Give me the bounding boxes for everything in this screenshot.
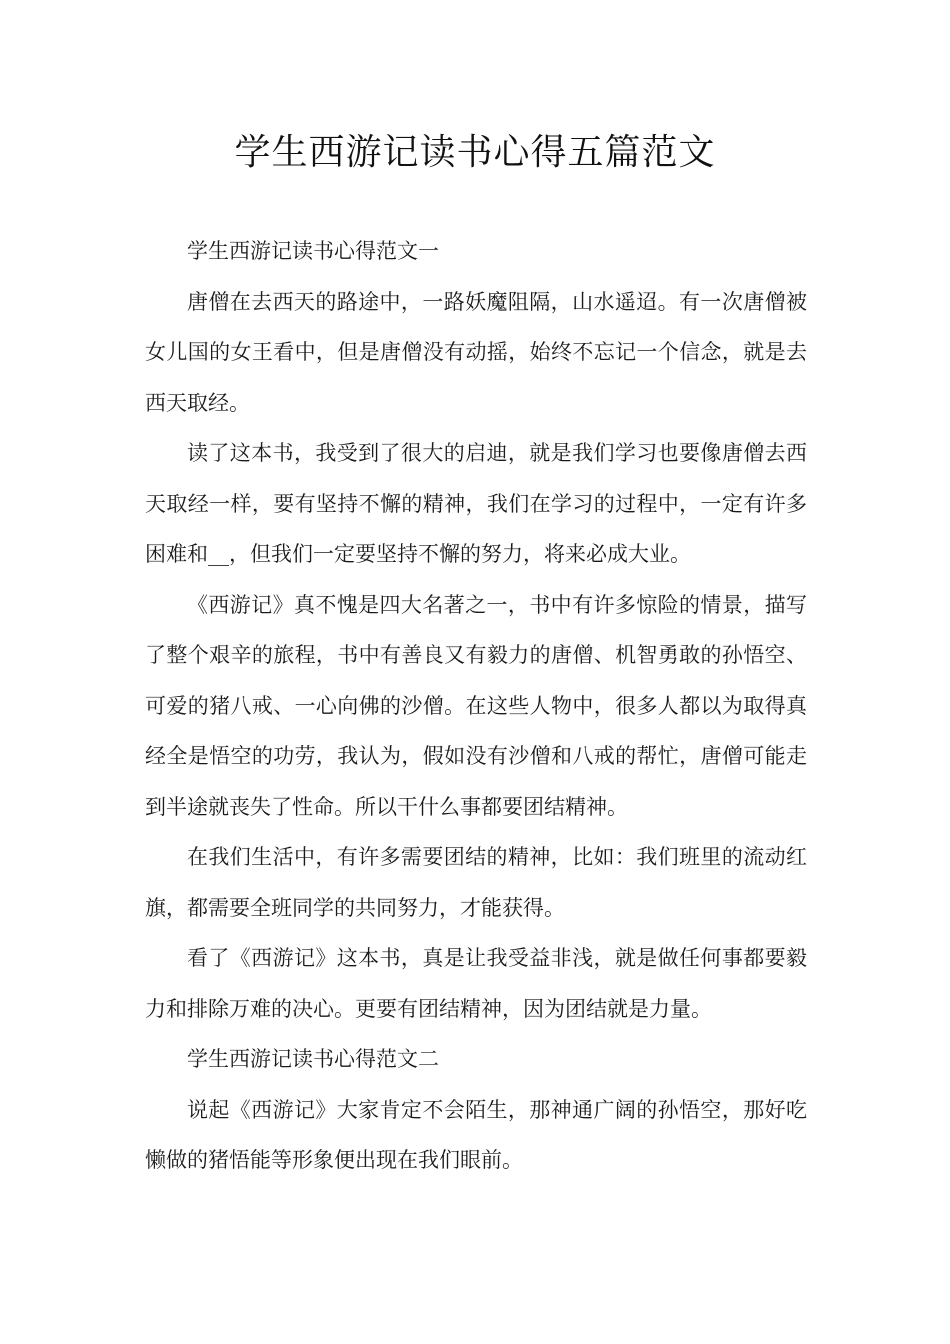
- paragraph: 唐僧在去西天的路途中，一路妖魔阻隔，山水遥迢。有一次唐僧被女儿国的女王看中，但是唐僧没有动摇，始终不忘记一个信念，就是去西天取经。: [145, 289, 807, 415]
- document-body: [145, 226, 807, 1186]
- paragraph: 读了这本书，我受到了很大的启迪，就是我们学习也要像唐僧去西天取经一样，要有坚持不懈的精神，我们在学习的过程中，一定有许多困难和__，但我们一定要坚持不懈的努力，将来必成大业。: [145, 441, 807, 566]
- paragraph: 看了《西游记》这本书，真是让我受益非浅，就是做任何事都要毅力和排除万难的决心。更要有团结精神，因为团结就是力量。: [145, 946, 807, 1021]
- section-heading-2: 学生西游记读书心得范文二: [187, 1047, 439, 1071]
- section-heading-1: 学生西游记读书心得范文一: [187, 239, 439, 263]
- paragraph: 在我们生活中，有许多需要团结的精神，比如：我们班里的流动红旗，都需要全班同学的共同努力，才能获得。: [145, 845, 807, 920]
- paragraph: 《西游记》真不愧是四大名著之一，书中有许多惊险的情景，描写了整个艰辛的旅程，书中有善良又有毅力的唐僧、机智勇敢的孙悟空、可爱的猪八戒、一心向佛的沙僧。在这些人物中，很多人都以为取得真经全是悟空的功劳，我认为，假如没有沙僧和八戒的帮忙，唐僧可能走到半途就丧失了性命。所以干什么事都要团结精神。: [145, 592, 807, 819]
- paragraph: 说起《西游记》大家肯定不会陌生，那神通广阔的孙悟空，那好吃懒做的猪悟能等形象便出现在我们眼前。: [145, 1097, 807, 1172]
- document-title: 学生西游记读书心得五篇范文: [234, 132, 716, 173]
